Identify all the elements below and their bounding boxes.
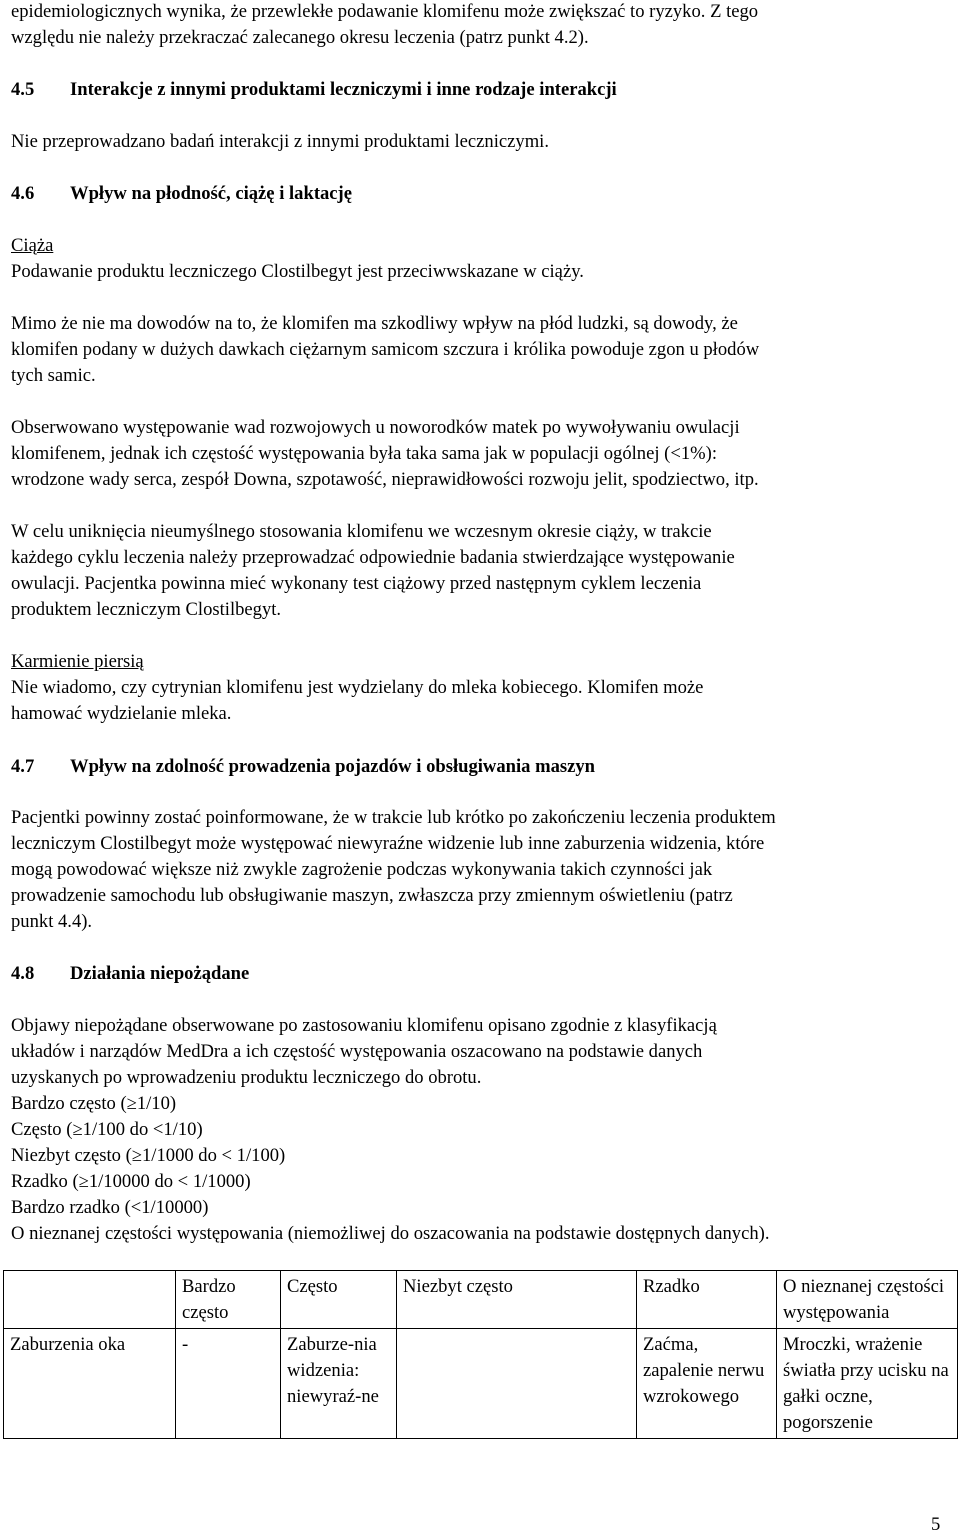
section-4-7-heading bbox=[11, 754, 595, 780]
section-4-8-heading bbox=[11, 961, 249, 987]
section-number: 4.7 bbox=[11, 756, 35, 777]
table-cell-common: Zaburze-nia widzenia: niewyraź-ne bbox=[281, 1329, 397, 1439]
table-header-row bbox=[4, 1271, 958, 1329]
section-4-7-line-5: punkt 4.4). bbox=[11, 911, 93, 932]
frequency-very-rare: Bardzo rzadko (<1/10000) bbox=[11, 1197, 209, 1218]
pregnancy-p2-line-3: tych samic. bbox=[11, 365, 96, 386]
section-number: 4.5 bbox=[11, 79, 35, 100]
pregnancy-p4-line-1: W celu uniknięcia nieumyślnego stosowania klomifenu we wczesnym okresie ciąży, w trakcie bbox=[11, 521, 712, 542]
section-title: Wpływ na płodność, ciążę i laktację bbox=[70, 183, 353, 204]
table-header-cell: O nieznanej częstości występowania bbox=[777, 1271, 958, 1329]
pregnancy-p3-line-2: klomifenem, jednak ich częstość występowania była taka sama jak w populacji ogólnej (<1%): bbox=[11, 443, 717, 464]
adverse-effects-table bbox=[3, 1270, 958, 1439]
section-number: 4.6 bbox=[11, 183, 35, 204]
table-cell-uncommon bbox=[397, 1329, 637, 1439]
breastfeeding-line-2: hamować wydzielanie mleka. bbox=[11, 703, 232, 724]
table-header-cell: Rzadko bbox=[637, 1271, 777, 1329]
pregnancy-p3-line-1: Obserwowano występowanie wad rozwojowych u noworodków matek po wywoływaniu owulacji bbox=[11, 417, 740, 438]
section-4-5-text: Nie przeprowadzano badań interakcji z innymi produktami leczniczymi. bbox=[11, 131, 549, 152]
section-4-7-line-3: mogą powodować większe niż zwykle zagrożenie podczas wykonywania takich czynności jak bbox=[11, 859, 713, 880]
table-header-cell: Często bbox=[281, 1271, 397, 1329]
table-cell-organ: Zaburzenia oka bbox=[4, 1329, 176, 1439]
frequency-unknown: O nieznanej częstości występowania (niemożliwej do oszacowania na podstawie dostępnych danych). bbox=[11, 1223, 770, 1244]
section-4-7-line-2: leczniczym Clostilbegyt może występować niewyraźne widzenie lub inne zaburzenia widzenia, które bbox=[11, 833, 765, 854]
section-4-8-line-2: układów i narządów MedDra a ich częstość występowania oszacowano na podstawie danych bbox=[11, 1041, 703, 1062]
section-4-7-line-1: Pacjentki powinny zostać poinformowane, że w trakcie lub krótko po zakończeniu leczenia produktem bbox=[11, 807, 776, 828]
frequency-very-common: Bardzo często (≥1/10) bbox=[11, 1093, 177, 1114]
table-cell-unknown: Mroczki, wrażenie światła przy ucisku na gałki oczne, pogorszenie bbox=[777, 1329, 958, 1439]
table-header-cell: Bardzo często bbox=[176, 1271, 281, 1329]
breastfeeding-line-1: Nie wiadomo, czy cytrynian klomifenu jest wydzielany do mleka kobiecego. Klomifen może bbox=[11, 677, 704, 698]
section-4-7-line-4: prowadzenie samochodu lub obsługiwanie maszyn, zwłaszcza przy zmiennym oświetleniu (patrz bbox=[11, 885, 733, 906]
intro-line-1: epidemiologicznych wynika, że przewlekłe podawanie klomifenu może zwiększać to ryzyko. Z tego bbox=[11, 1, 759, 22]
intro-line-2: względu nie należy przekraczać zalecanego okresu leczenia (patrz punkt 4.2). bbox=[11, 27, 589, 48]
subheading-breastfeeding: Karmienie piersią bbox=[11, 651, 144, 672]
table-header-cell bbox=[4, 1271, 176, 1329]
section-title: Działania niepożądane bbox=[70, 963, 250, 984]
section-4-6-heading bbox=[11, 181, 352, 207]
section-title: Interakcje z innymi produktami leczniczymi i inne rodzaje interakcji bbox=[70, 79, 617, 100]
page-number: 5 bbox=[931, 1514, 941, 1535]
frequency-uncommon: Niezbyt często (≥1/1000 do < 1/100) bbox=[11, 1145, 286, 1166]
section-title: Wpływ na zdolność prowadzenia pojazdów i obsługiwania maszyn bbox=[70, 756, 596, 777]
section-4-8-line-3: uzyskanych po wprowadzeniu produktu leczniczego do obrotu. bbox=[11, 1067, 482, 1088]
frequency-common: Często (≥1/100 do <1/10) bbox=[11, 1119, 203, 1140]
pregnancy-p4-line-3: owulacji. Pacjentka powinna mieć wykonany test ciążowy przed następnym cyklem leczenia bbox=[11, 573, 702, 594]
pregnancy-p3-line-3: wrodzone wady serca, zespół Downa, szpotawość, nieprawidłowości rozwoju jelit, spodziectwo, itp. bbox=[11, 469, 759, 490]
pregnancy-paragraph-1: Podawanie produktu leczniczego Clostilbegyt jest przeciwwskazane w ciąży. bbox=[11, 261, 584, 282]
table-cell-rare: Zaćma, zapalenie nerwu wzrokowego bbox=[637, 1329, 777, 1439]
pregnancy-p4-line-4: produktem leczniczym Clostilbegyt. bbox=[11, 599, 282, 620]
section-4-8-line-1: Objawy niepożądane obserwowane po zastosowaniu klomifenu opisano zgodnie z klasyfikacją bbox=[11, 1015, 717, 1036]
section-4-5-heading bbox=[11, 77, 617, 103]
pregnancy-p4-line-2: każdego cyklu leczenia należy przeprowadzać odpowiednie badania stwierdzające występowanie bbox=[11, 547, 735, 568]
table-header-cell: Niezbyt często bbox=[397, 1271, 637, 1329]
table-row bbox=[4, 1329, 958, 1439]
pregnancy-p2-line-2: klomifen podany w dużych dawkach ciężarnym samicom szczura i królika powoduje zgon u płodów bbox=[11, 339, 760, 360]
table-cell-very-common: - bbox=[176, 1329, 281, 1439]
subheading-pregnancy: Ciąża bbox=[11, 235, 54, 256]
section-number: 4.8 bbox=[11, 963, 35, 984]
pregnancy-p2-line-1: Mimo że nie ma dowodów na to, że klomifen ma szkodliwy wpływ na płód ludzki, są dowody, że bbox=[11, 313, 738, 334]
frequency-rare: Rzadko (≥1/10000 do < 1/1000) bbox=[11, 1171, 251, 1192]
